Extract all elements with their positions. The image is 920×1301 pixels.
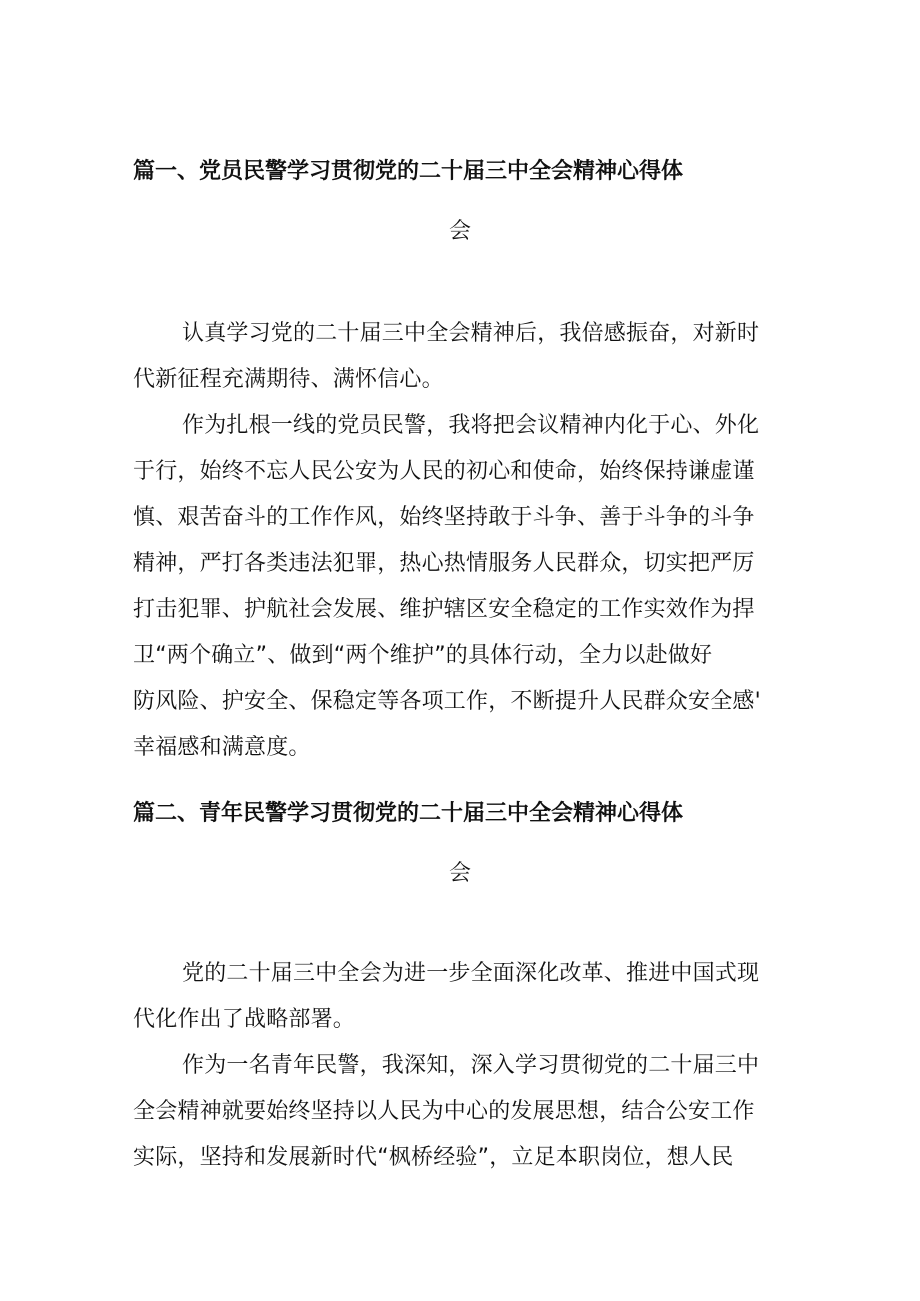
paragraph-line: 于行，始终不忘人民公安为人民的初心和使命，始终保持谦虚谨 [133,459,755,484]
paragraph-line: 防风险、护安全、保稳定等各项工作，不断提升人民群众安全感' [133,689,761,714]
section2-title-line1: 篇二、青年民警学习贯彻党的二十届三中全会精神心得体 [133,801,684,826]
paragraph-line: 代化作出了战略部署。 [133,1007,356,1032]
paragraph-line: 全会精神就要始终坚持以人民为中心的发展思想，结合公安工作 [133,1099,755,1124]
paragraph-line: 慎、艰苦奋斗的工作作风，始终坚持敢于斗争、善于斗争的斗争 [133,505,755,530]
paragraph-line: 实际，坚持和发展新时代“枫桥经验”，立足本职岗位，想人民 [133,1145,734,1170]
paragraph-line: 幸福感和满意度。 [133,735,311,760]
section2-title-line2: 会 [448,861,471,886]
paragraph-line: 党的二十届三中全会为进一步全面深化改革、推进中国式现 [182,961,760,986]
paragraph-line: 精神，严打各类违法犯罪，热心热情服务人民群众，切实把严厉 [133,551,755,576]
paragraph-line: 卫“两个确立”、做到“两个维护”的具体行动，全力以赴做好 [133,643,713,668]
paragraph-line: 认真学习党的二十届三中全会精神后，我倍感振奋，对新时 [182,321,760,346]
paragraph-line: 打击犯罪、护航社会发展、维护辖区安全稳定的工作实效作为捍 [133,597,755,622]
paragraph-line: 代新征程充满期待、满怀信心。 [133,367,444,392]
paragraph-line: 作为扎根一线的党员民警，我将把会议精神内化于心、外化 [182,413,760,438]
section1-title-line2: 会 [448,219,471,244]
section1-title-line1: 篇一、党员民警学习贯彻党的二十届三中全会精神心得体 [133,159,684,184]
paragraph-line: 作为一名青年民警，我深知，深入学习贯彻党的二十届三中 [182,1053,760,1078]
